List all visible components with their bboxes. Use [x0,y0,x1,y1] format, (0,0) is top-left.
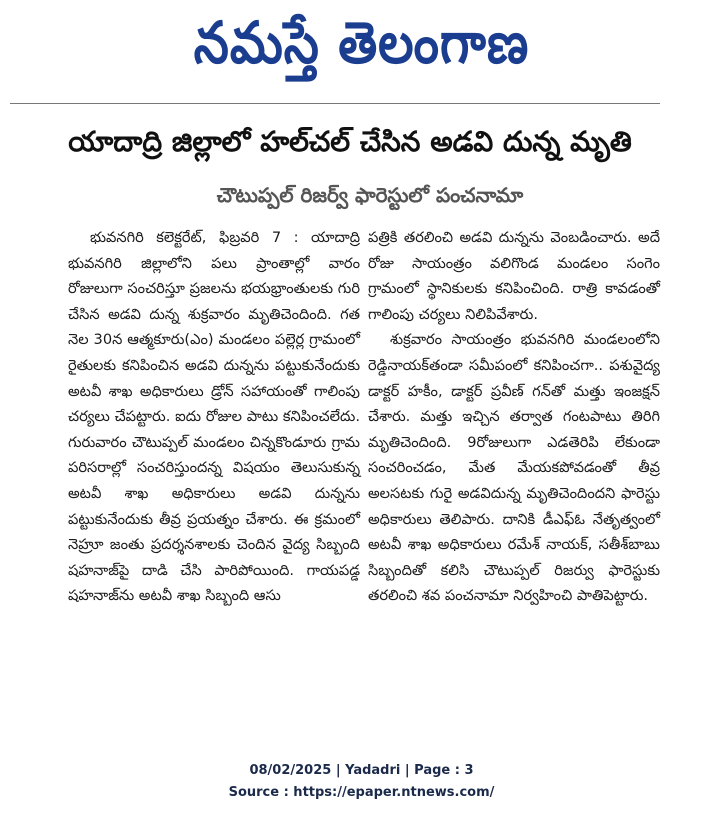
article-column-right [368,225,660,609]
article-paragraph: భువనగిరి కలెక్టరేట్, ఫిబ్రవరి 7 : యాదాద్రి భువనగిరి జిల్లాలోని పలు ప్రాంతాల్లో వారం రోజులుగా సంచరిస్తూ ప్రజలను భయభ్రాంతులకు గురి చేసిన అడవి దున్న శుక్రవారం మృతిచెందింది. గత నెల 30న ఆత్మకూరు(ఎం) మండలం పల్లెర్ల గ్రామంలో రైతులకు కనిపించిన అడవి దున్నను పట్టుకునేందుకు అటవీ శాఖ అధికారులు డ్రోన్ సహాయంతో గాలింపు చర్యలు చేపట్టారు. ఐదు రోజుల పాటు కనిపించలేదు. గురువారం చౌటుప్పల్ మండలం చిన్నకొండూరు గ్రామ పరిసరాల్లో సంచరిస్తుందన్న విషయం తెలుసుకున్న అటవీ శాఖ అధికారులు అడవి దున్నను పట్టుకునేందుకు తీవ్ర ప్రయత్నం చేశారు. ఈ క్రమంలో నెహ్రూ జంతు ప్రదర్శనశాలకు చెందిన వైద్య సిబ్బంది షహనాజ్‌పై దాడి చేసి పారిపోయింది. గాయపడ్డ షహనాజ్‌ను అటవీ శాఖ సిబ్బంది ఆసు [68,229,360,605]
article-subheadline: చౌటుప్పల్ రిజర్వ్ ఫారెస్టులో పంచనామా [216,183,524,207]
masthead [0,0,723,100]
article-paragraph: పత్రికి తరలించి అడవి దున్నను వెంబడించారు. అదే రోజు సాయంత్రం వలిగొండ మండలం సంగెం గ్రామంలో స్థానికులకు కనిపించింది. రాత్రి కావడంతో గాలింపు చర్యలు నిలిపివేశారు. [368,229,660,323]
article-paragraph: శుక్రవారం సాయంత్రం భువనగిరి మండలంలోని రెడ్డినాయక్‌తండా సమీపంలో కనిపించగా.. పశువైద్య డాక్టర్ హకీం, డాక్టర్ ప్రవీణ్ గన్‌తో మత్తు ఇంజక్షన్ చేశారు. మత్తు ఇచ్చిన తర్వాత గంటపాటు తిరిగి మృతిచెందింది. 9రోజులుగా ఎడతెరిపి లేకుండా సంచరించడం, మేత మేయకపోవడంతో తీవ్ర అలసటకు గురై అడవిదున్న మృతిచెందిందని ఫారెస్టు అధికారులు తెలిపారు. దానికి డీఎఫ్‌ఓ నేతృత్వంలో అటవీ శాఖ అధికారులు రమేశ్ నాయక్, సతీశ్‌బాబు సిబ్బందితో కలిసి చౌటుప్పల్ రిజర్వు ఫారెస్టుకు తరలించి శవ పంచనామా నిర్వహించి పాతిపెట్టారు. [368,331,660,605]
edition-info: 08/02/2025 | Yadadri | Page : 3 [249,763,474,778]
masthead-divider [10,103,660,104]
article-column-left [68,225,360,609]
newspaper-logo: నమస్తే తెలంగాణ [193,9,530,76]
article-headline: యాదాద్రి జిల్లాలో హల్‌చల్ చేసిన అడవి దున్న మృతి [68,125,632,158]
source-link[interactable]: Source : https://epaper.ntnews.com/ [228,785,495,800]
